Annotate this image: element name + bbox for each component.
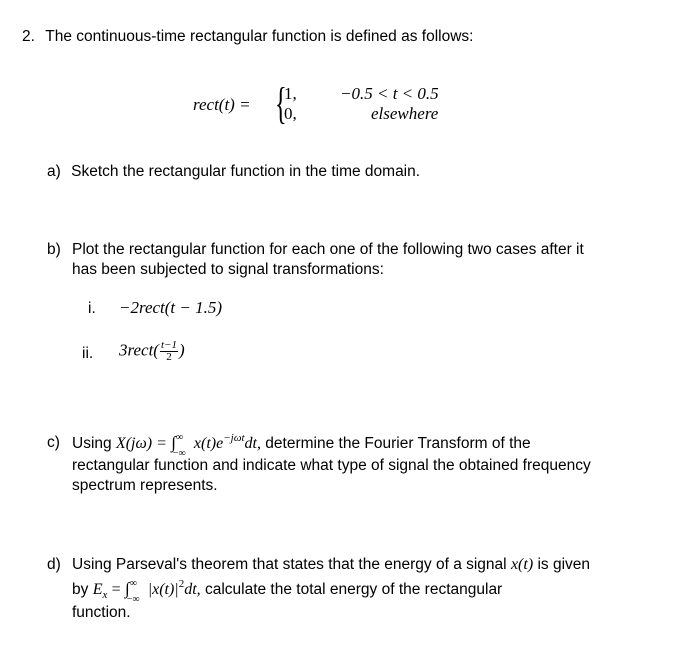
- question-header: [22, 27, 473, 47]
- energy-subscript: x: [102, 589, 108, 601]
- case-ii-expression: [119, 340, 185, 363]
- fourier-integrand: x(t)e: [193, 435, 224, 452]
- integral-sign: ∫: [171, 433, 176, 452]
- case-ii-label: ii.: [82, 345, 94, 362]
- part-d-line1-end: is given: [537, 556, 591, 573]
- case1-value: 1,: [284, 84, 297, 103]
- question-number: 2.: [22, 28, 35, 45]
- fourier-differential: dt,: [244, 435, 261, 452]
- part-c-using: Using: [72, 435, 112, 452]
- case-i-expression: −2rect(t − 1.5): [119, 298, 223, 317]
- energy-power: 2: [178, 578, 185, 590]
- part-a-label: a): [47, 163, 61, 180]
- case-ii-fraction: [160, 340, 178, 363]
- fourier-lhs: X(jω) =: [115, 435, 167, 452]
- case-ii-suffix: ): [178, 340, 185, 360]
- part-b-line1: Plot the rectangular function for each one of the following two cases after it: [72, 241, 584, 258]
- part-a-text: Sketch the rectangular function in the time domain.: [71, 163, 421, 180]
- part-c-line3: spectrum represents.: [72, 477, 218, 494]
- integral-limits: [172, 432, 194, 459]
- energy-symbol: E: [92, 581, 103, 598]
- fourier-exponent: −jωt: [223, 432, 245, 444]
- upper-limit: ∞: [129, 578, 137, 589]
- definition-lhs: rect(t) =: [193, 95, 251, 114]
- case1-condition: −0.5 < t < 0.5: [340, 84, 439, 103]
- signal-symbol: x(t): [510, 556, 534, 573]
- upper-limit: ∞: [175, 432, 184, 443]
- energy-integrand: |x(t)|: [147, 581, 179, 598]
- case-i-label: i.: [88, 300, 96, 317]
- part-d-line3: function.: [72, 604, 131, 621]
- integral-limits: [126, 578, 148, 605]
- part-d-by: by: [72, 581, 89, 598]
- part-b-label: b): [47, 241, 61, 258]
- integral-sign: ∫: [125, 579, 130, 598]
- fraction-denominator: 2: [166, 351, 172, 363]
- part-b-line2: has been subjected to signal transformations:: [72, 261, 384, 278]
- part-d-line1-start: Using Parseval's theorem that states that the energy of a signal: [72, 556, 507, 573]
- lower-limit: −∞: [172, 448, 186, 459]
- part-c-line2: rectangular function and indicate what type of signal the obtained frequency: [72, 457, 591, 474]
- energy-differential: dt,: [184, 581, 201, 598]
- case2-value: 0,: [284, 104, 297, 123]
- curly-brace: {: [275, 79, 287, 128]
- part-c-line1-rest: determine the Fourier Transform of the: [265, 435, 531, 452]
- part-d-line1: [72, 555, 590, 575]
- question-intro: The continuous-time rectangular function is defined as follows:: [45, 28, 474, 45]
- case2-condition: elsewhere: [371, 104, 439, 123]
- part-a: [47, 162, 420, 182]
- fraction-numerator: t−1: [160, 339, 177, 351]
- case-ii-prefix: 3rect(: [119, 340, 159, 360]
- part-c-line1: [72, 432, 531, 459]
- part-d-label: d): [47, 556, 61, 573]
- part-d-line2: [72, 578, 503, 605]
- lower-limit: −∞: [126, 594, 140, 605]
- part-d-line2-rest: calculate the total energy of the rectangular: [204, 581, 503, 598]
- energy-equals: =: [111, 581, 121, 598]
- part-c-label: c): [47, 434, 60, 451]
